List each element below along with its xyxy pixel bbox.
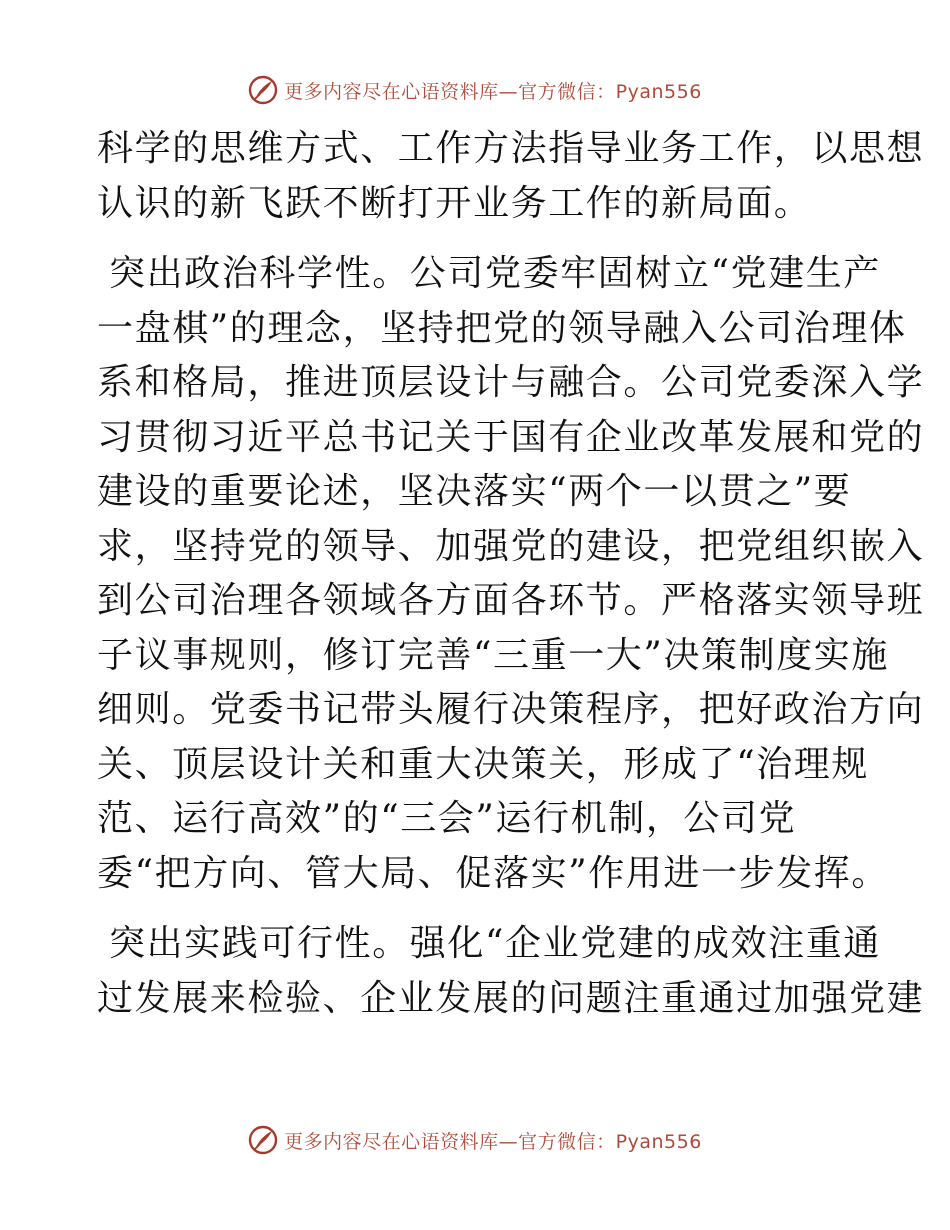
text-line: 关、顶层设计关和重大决策关，形成了“治理规 <box>97 743 870 785</box>
text-line: 科学的思维方式、工作方法指导业务工作，以思想 <box>97 128 925 169</box>
text-line: 系和格局，推进顶层设计与融合。公司党委深入学 <box>97 362 925 403</box>
footer-banner-text: 更多内容尽在心语资料库—官方微信：Pyan556 <box>284 1130 702 1153</box>
text-line: 过发展来检验、企业发展的问题注重通过加强党建 <box>97 977 925 1019</box>
text-line: 子议事规则，修订完善“三重一大”决策制度实施 <box>97 634 890 676</box>
quill-logo-icon <box>248 75 278 105</box>
text-line: 突出实践可行性。强化“企业党建的成效注重通 <box>109 923 882 964</box>
text-line: 范、运行高效”的“三会”运行机制，公司党 <box>97 798 797 839</box>
paragraph <box>97 247 925 901</box>
text-line: 突出政治科学性。公司党委牢固树立“党建生产 <box>109 253 882 294</box>
text-line: 建设的重要论述，坚决落实“两个一以贯之”要 <box>97 471 852 512</box>
text-line: 求，坚持党的领导、加强党的建设，把党组织嵌入 <box>97 525 925 567</box>
text-line: 委“把方向、管大局、促落实”作用进一步发挥。 <box>97 852 890 894</box>
paragraph <box>97 122 925 231</box>
footer-banner <box>0 1123 950 1157</box>
header-banner-text: 更多内容尽在心语资料库—官方微信：Pyan556 <box>284 80 702 103</box>
text-line: 细则。党委书记带头履行决策程序，把好政治方向 <box>97 689 925 730</box>
header-banner <box>0 73 950 107</box>
text-line: 到公司治理各领域各方面各环节。严格落实领导班 <box>97 580 925 621</box>
text-line: 一盘棋”的理念，坚持把党的领导融入公司治理体 <box>97 307 907 349</box>
quill-logo-icon <box>248 1125 278 1155</box>
text-line: 认识的新飞跃不断打开业务工作的新局面。 <box>97 182 812 224</box>
text-line: 习贯彻习近平总书记关于国有企业改革发展和党的 <box>97 416 925 458</box>
document-body <box>97 122 925 1042</box>
paragraph <box>97 917 925 1026</box>
